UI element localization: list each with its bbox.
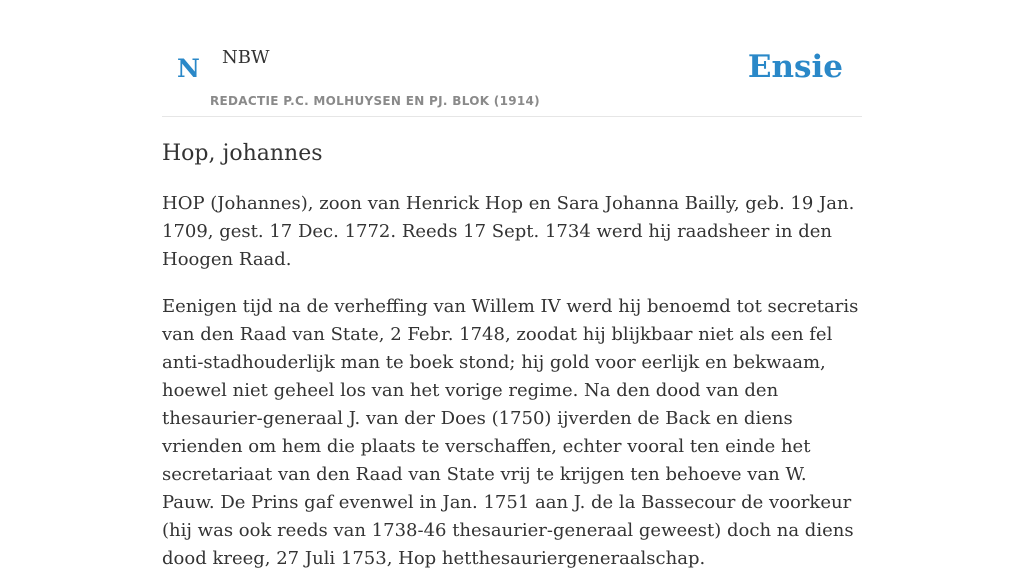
ensie-logo[interactable]: Ensie [747, 49, 843, 85]
article-paragraph: Eenigen tijd na de verheffing van Willem IV werd hij benoemd tot secretaris van den Raad van State, 2 Febr. 1748, zoodat hij blijkbaar niet als een fel anti-stadhouderlijk man te boek stond; hij gold voor eerlijk en bekwaam, hoewel niet geheel los van het vorige regime. Na den dood van den thesaurier-generaal J. van der Does (1750) ijverden de Back en diens vrienden om hem die plaats te verschaffen, echter vooral ten einde het secretariaat van den Raad van State vrij te krijgen ten behoeve van W. Pauw. De Prins gaf evenwel in Jan. 1751 aan J. de la Bassecour de voorkeur (hij was ook reeds van 1738-46 thesaurier-generaal geweest) doch na diens dood kreeg, 27 Juli 1753, Hop hetthesauriergeneraalschap. [162, 296, 859, 569]
article-paragraph: HOP (Johannes), zoon van Henrick Hop en Sara Johanna Bailly, geb. 19 Jan. 1709, gest. 17 Dec. 1772. Reeds 17 Sept. 1734 werd hij raadsheer in den Hoogen Raad. [162, 193, 855, 270]
article-title: Hop, johannes [162, 141, 323, 166]
article [162, 138, 862, 573]
source-name[interactable]: NBW [222, 47, 270, 68]
source-subtitle: REDACTIE P.C. MOLHUYSEN EN PJ. BLOK (1914) [210, 94, 540, 108]
source-header [162, 0, 862, 117]
source-logo-icon[interactable]: N [177, 54, 200, 83]
